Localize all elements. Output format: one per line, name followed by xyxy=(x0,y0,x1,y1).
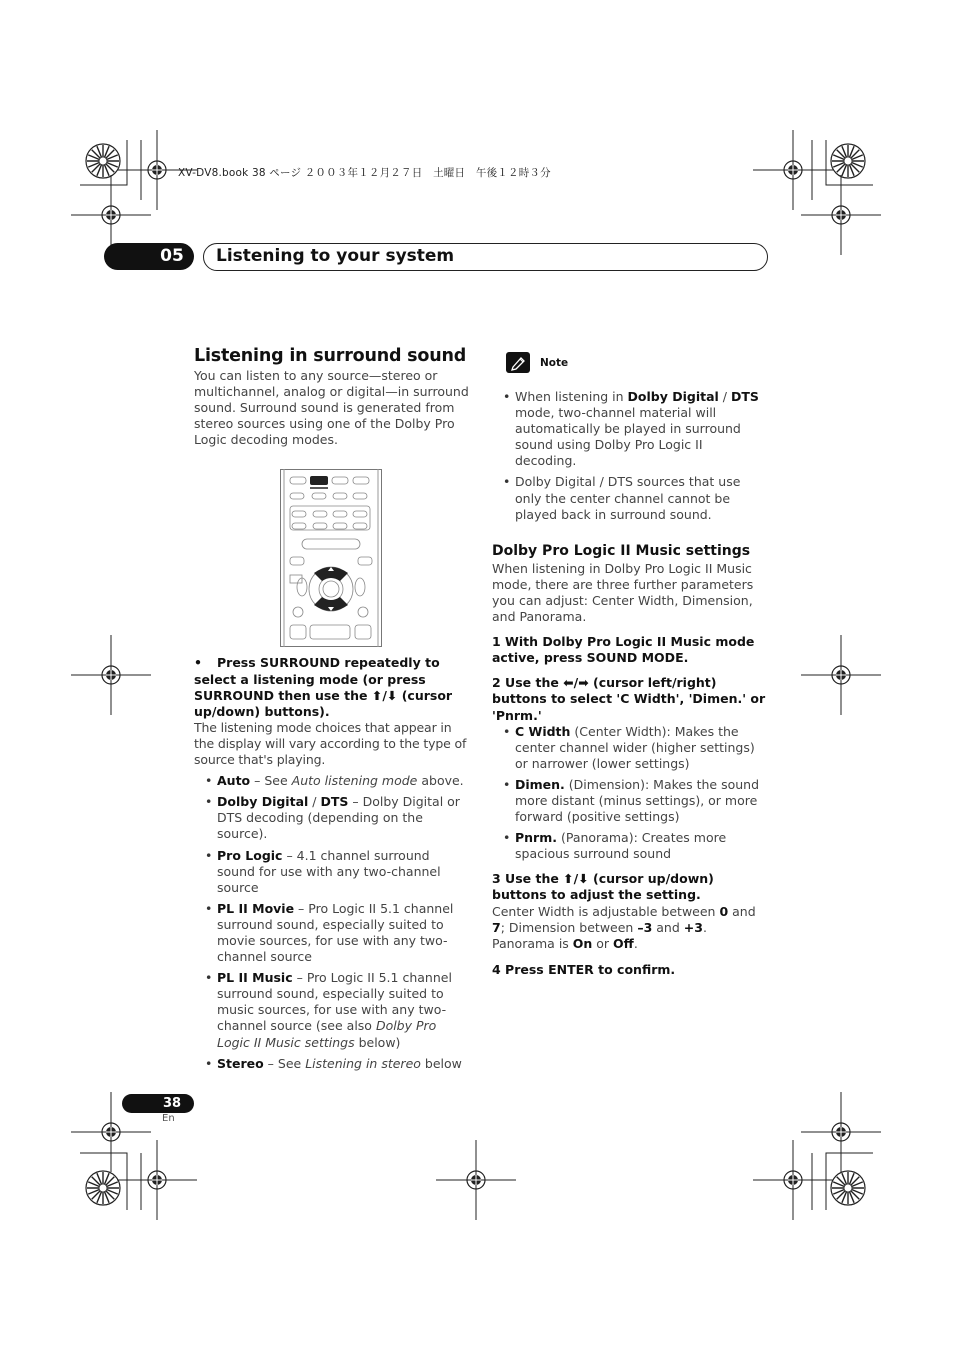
mode-item-pl2-music: • PL II Music – Pro Logic II 5.1 channel surround sound, especially suited to music sources, for use with any two-channel source (see also Dolby Pro Logic II Music settings below) xyxy=(194,970,469,1050)
note-item: • When listening in Dolby Digital / DTS mode, two-channel material will automatically be played in surround sound using Dolby Pro Logic II decoding. xyxy=(492,389,767,469)
page-language: En xyxy=(162,1113,175,1124)
right-column xyxy=(492,352,767,978)
left-column xyxy=(194,346,469,1077)
note-label: Note xyxy=(540,356,569,369)
surround-intro: You can listen to any source—stereo or multichannel, analog or digital—in surround sound. Surround sound is generated from stereo sources using one of the Dolby Pro Logic decoding modes. xyxy=(194,368,469,448)
step-4: 4 Press ENTER to confirm. xyxy=(492,961,676,977)
step-2: 2 Use the ⬅/➡ (cursor left/right) buttons to select 'C Width', 'Dimen.' or 'Pnrm.' xyxy=(492,675,766,723)
mode-item-dolby-digital: • Dolby Digital / DTS – Dolby Digital or DTS decoding (depending on the source). xyxy=(194,794,469,842)
note-pencil-icon xyxy=(506,352,530,373)
param-item-dimension: • Dimen. (Dimension): Makes the sound more distant (minus settings), or more forward (positive settings) xyxy=(492,777,767,825)
param-item-panorama: • Pnrm. (Panorama): Creates more spacious surround sound xyxy=(492,830,767,862)
pl2-music-intro: When listening in Dolby Pro Logic II Music mode, there are three further parameters you can adjust: Center Width, Dimension, and Panorama. xyxy=(492,560,754,625)
step-3-detail: Center Width is adjustable between 0 and 7; Dimension between –3 and +3. Panorama is On or Off. xyxy=(492,903,756,951)
chapter-number: 05 xyxy=(160,246,184,266)
chapter-title: Listening to your system xyxy=(216,246,455,266)
section-heading-pl2-music: Dolby Pro Logic II Music settings xyxy=(492,542,751,559)
instruction-text: Press SURROUND repeatedly to select a listening mode (or press SURROUND then use the ⬆/⬇ (cursor up/down) buttons). xyxy=(194,655,453,719)
step-1: 1 With Dolby Pro Logic II Music mode active, press SOUND MODE. xyxy=(492,634,755,666)
mode-item-pl2-movie: • PL II Movie – Pro Logic II 5.1 channel surround sound, especially suited to movie sources, for use with any two-channel source xyxy=(194,901,469,965)
note-header xyxy=(506,352,767,373)
param-item-c-width: • C Width (Center Width): Makes the center channel wider (higher settings) or narrower (lower settings) xyxy=(492,724,767,772)
mode-item-stereo: • Stereo – See Listening in stereo below xyxy=(194,1056,469,1072)
instruction-note: The listening mode choices that appear in the display will vary according to the type of source that's playing. xyxy=(194,719,467,768)
page-number: 38 xyxy=(162,1096,182,1111)
parameter-list xyxy=(492,724,767,863)
step-3: 3 Use the ⬆/⬇ (cursor up/down) buttons to adjust the setting. xyxy=(492,871,714,903)
print-header: XV-DV8.book 38 ページ ２００３年１２月２７日 土曜日 午後１２時３分 xyxy=(178,167,551,179)
note-item: • Dolby Digital / DTS sources that use only the center channel cannot be played back in surround sound. xyxy=(492,474,767,522)
mode-item-auto: • Auto – See Auto listening mode above. xyxy=(194,773,469,789)
mode-item-pro-logic: • Pro Logic – 4.1 channel surround sound for use with any two-channel source xyxy=(194,848,469,896)
instruction-bullet: • xyxy=(194,655,202,671)
section-heading-surround: Listening in surround sound xyxy=(194,346,467,366)
mode-list xyxy=(194,773,469,1072)
remote-control-illustration xyxy=(280,469,382,647)
instruction-surround xyxy=(194,655,469,719)
note-list xyxy=(492,389,767,523)
